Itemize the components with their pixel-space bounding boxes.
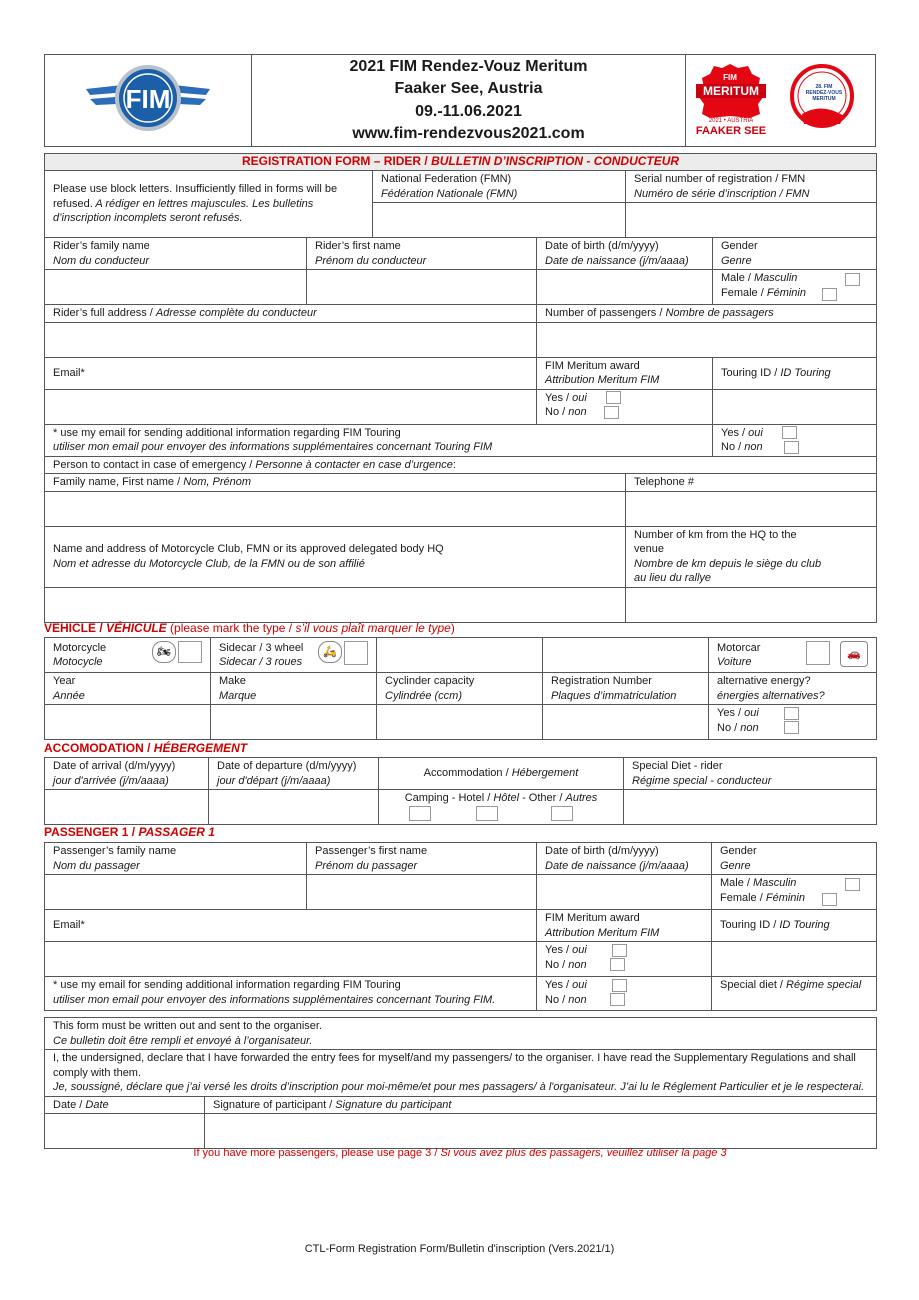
vehicle-cylinder-field[interactable] xyxy=(377,705,543,740)
vehicle-make-label: Make Marque xyxy=(211,673,377,705)
vehicle-registration-label: Registration Number Plaques d’immatriculation xyxy=(543,673,709,705)
date-field[interactable] xyxy=(45,1114,205,1149)
rider-diet-field[interactable] xyxy=(624,790,877,825)
svg-text:FIM: FIM xyxy=(723,73,737,83)
emergency-name-label: Family name, First name / Nom, Prénom xyxy=(45,474,626,492)
rider-meritum-yes-checkbox[interactable] xyxy=(606,391,621,404)
passenger-first-name-label: Passenger’s first name Prénom du passager xyxy=(307,843,537,875)
passenger-consent-yes-checkbox[interactable] xyxy=(612,979,627,992)
fim-logo-icon xyxy=(78,63,218,133)
form-title: REGISTRATION FORM – RIDER / BULLETIN D’INSCRIPTION - CONDUCTEUR xyxy=(45,154,877,171)
passengers-count-field[interactable] xyxy=(537,322,877,357)
event-title: 2021 FIM Rendez-Vouz Meritum xyxy=(349,57,588,75)
vehicle-registration-field[interactable] xyxy=(543,705,709,740)
rider-gender-options: Male / Masculin Female / Féminin xyxy=(713,270,877,305)
vehicle-heading: VEHICLE / VÉHICULE (please mark the type / s’il vous plaît marquer le type) xyxy=(44,621,455,635)
emergency-telephone-label: Telephone # xyxy=(626,474,877,492)
passenger-diet-label[interactable]: Special diet / Régime special xyxy=(712,977,877,1011)
rider-first-name-label: Rider’s first name Prénom du conducteur xyxy=(307,238,537,270)
alt-energy-yes-checkbox[interactable] xyxy=(784,707,799,720)
sidecar-icon: 🛵 xyxy=(318,641,342,663)
male-checkbox[interactable] xyxy=(845,273,860,286)
signature-field[interactable] xyxy=(205,1114,877,1149)
vehicle-year-label: Year Année xyxy=(45,673,211,705)
rider-consent-no-checkbox[interactable] xyxy=(784,441,799,454)
passenger-meritum-no-checkbox[interactable] xyxy=(610,958,625,971)
rider-diet-label: Special Diet - rider Régime special - conducteur xyxy=(624,758,877,790)
rider-table xyxy=(44,153,877,623)
serial-field[interactable] xyxy=(626,203,877,238)
passenger-meritum-yes-checkbox[interactable] xyxy=(612,944,627,957)
accommodation-heading: ACCOMODATION / HÉBERGEMENT xyxy=(44,741,248,755)
emergency-contact-heading: Person to contact in case of emergency / Personne à contacter en case d’urgence: xyxy=(45,456,877,474)
club-label: Name and address of Motorcycle Club, FMN or its approved delegated body HQ Nom et adresse du Motorcycle Club, de la FMN ou de son affilié xyxy=(45,526,626,587)
vehicle-alt-energy-options: Yes / oui No / non xyxy=(709,705,877,740)
sidecar-checkbox[interactable] xyxy=(344,641,368,665)
female-checkbox[interactable] xyxy=(822,288,837,301)
declaration-table xyxy=(44,1017,877,1149)
rider-address-label: Rider’s full address / Adresse complète du conducteur xyxy=(45,305,537,323)
vehicle-year-field[interactable] xyxy=(45,705,211,740)
passenger-touring-field[interactable] xyxy=(712,942,877,977)
signature-label: Signature of participant / Signature du participant xyxy=(205,1096,877,1114)
date-label: Date / Date xyxy=(45,1096,205,1114)
rider-dob-label: Date of birth (d/m/yyyy) Date de naissance (j/m/aaaa) xyxy=(537,238,713,270)
passenger-gender-options: Male / Masculin Female / Féminin xyxy=(712,875,877,910)
rider-email-consent-label: * use my email for sending additional information regarding FIM Touring utiliser mon email pour envoyer des informations supplémentaires concernant Touring FIM xyxy=(45,424,713,456)
meritum-logo-icon xyxy=(690,56,860,140)
event-dates: 09.-11.06.2021 xyxy=(415,102,522,120)
fim-logo-cell xyxy=(45,55,252,147)
vehicle-empty-cell-1 xyxy=(377,638,543,673)
vehicle-motorcar-option[interactable]: 🚗 Motorcar Voiture xyxy=(709,638,877,673)
passenger-email-label: Email* xyxy=(45,910,537,942)
passenger-male-checkbox[interactable] xyxy=(845,878,860,891)
page-footer: CTL-Form Registration Form/Bulletin d'inscription (Vers.2021/1) xyxy=(304,1243,615,1255)
accommodation-table xyxy=(44,757,877,825)
passenger-meritum-options: Yes / oui No / non xyxy=(537,942,712,977)
passenger-email-field[interactable] xyxy=(45,942,537,977)
vehicle-cylinder-label: Cyclinder capacity Cylindrée (ccm) xyxy=(377,673,543,705)
accommodation-type-label: Accommodation / Hébergement xyxy=(379,758,624,790)
passenger-family-name-field[interactable] xyxy=(45,875,307,910)
rider-touring-field[interactable] xyxy=(713,389,877,424)
passengers-count-label: Number of passengers / Nombre de passagers xyxy=(537,305,877,323)
rider-family-name-label: Rider’s family name Nom du conducteur xyxy=(45,238,307,270)
rider-touring-label: Touring ID / ID Touring xyxy=(713,357,877,389)
svg-text:RENDEZ-VOUS: RENDEZ-VOUS xyxy=(805,90,843,97)
passenger-consent-no-checkbox[interactable] xyxy=(610,993,625,1006)
motorcar-checkbox[interactable] xyxy=(806,641,830,665)
serial-label: Serial number of registration / FMN Numéro de série d’inscription / FMN xyxy=(626,171,877,203)
passenger-touring-label: Touring ID / ID Touring xyxy=(712,910,877,942)
rider-meritum-label: FIM Meritum award Attribution Meritum FIM xyxy=(537,357,713,389)
passenger-meritum-label: FIM Meritum award Attribution Meritum FIM xyxy=(537,910,712,942)
rider-email-field[interactable] xyxy=(45,389,537,424)
arrival-date-field[interactable] xyxy=(45,790,209,825)
motorcycle-icon: 🏍 xyxy=(152,641,176,663)
meritum-logos-cell xyxy=(686,55,876,147)
rider-first-name-field[interactable] xyxy=(307,270,537,305)
passenger-email-consent-options: Yes / oui No / non xyxy=(537,977,712,1011)
svg-text:FAAKER SEE: FAAKER SEE xyxy=(695,125,767,138)
vehicle-motorcycle-option[interactable]: 🏍 Motorcycle Motocycle xyxy=(45,638,211,673)
event-title-cell xyxy=(252,55,686,147)
accommodation-type-options: Camping - Hotel / Hôtel - Other / Autres xyxy=(379,790,624,825)
departure-date-label: Date of departure (d/m/yyyy) jour d'départ (j/m/aaaa) xyxy=(209,758,379,790)
car-icon: 🚗 xyxy=(840,641,868,667)
vehicle-table xyxy=(44,637,877,740)
passenger-email-consent-label: * use my email for sending additional information regarding FIM Touring utiliser mon email pour envoyer des informations supplémentaires concernant Touring FIM. xyxy=(45,977,537,1011)
federation-field[interactable] xyxy=(373,203,626,238)
passenger-gender-label: Gender Genre xyxy=(712,843,877,875)
rider-address-field[interactable] xyxy=(45,322,537,357)
block-letters-note: Please use block letters. Insufficiently filled in forms will be refused. A rédiger en lettres majuscules. Les bulletins d’inscription incomplets seront refusés. xyxy=(45,171,373,238)
passenger-heading: PASSENGER 1 / PASSAGER 1 xyxy=(44,825,215,839)
other-checkbox[interactable] xyxy=(551,806,573,821)
passenger-table xyxy=(44,842,877,1011)
event-location: Faaker See, Austria xyxy=(394,80,543,97)
camping-checkbox[interactable] xyxy=(409,806,431,821)
declaration-text: I, the undersigned, declare that I have forwarded the entry fees for myself/and my passengers/ to the organiser. I have read the Supplementary Regulations and shall comply with them. Je, soussigné, déclare que j’ai versé les droits d’inscription pour moi-même/et pour mes passagers/ à l'organisateur. J’ai lu le Réglement Particulier et je le respecterai. xyxy=(45,1050,877,1097)
send-instructions: This form must be written out and sent to the organiser. Ce bulletin doit être rempli et envoyé à l’organisateur. xyxy=(45,1018,877,1050)
vehicle-sidecar-option[interactable]: 🛵 Sidecar / 3 wheel Sidecar / 3 roues xyxy=(211,638,377,673)
rider-gender-label: Gender Genre xyxy=(713,238,877,270)
vehicle-empty-cell-2 xyxy=(543,638,709,673)
event-website: www.fim-rendezvous2021.com xyxy=(352,125,585,142)
vehicle-make-field[interactable] xyxy=(211,705,377,740)
passenger-female-checkbox[interactable] xyxy=(822,893,837,906)
passenger-dob-field[interactable] xyxy=(537,875,712,910)
passenger-dob-label: Date of birth (d/m/yyyy) Date de naissance (j/m/aaaa) xyxy=(537,843,712,875)
alt-energy-no-checkbox[interactable] xyxy=(784,721,799,734)
passenger-family-name-label: Passenger’s family name Nom du passager xyxy=(45,843,307,875)
km-label: Number of km from the HQ to the venue Nombre de km depuis le siège du club au lieu du rallye xyxy=(626,526,877,587)
vehicle-alt-energy-label: alternative energy? énergies alternatives? xyxy=(709,673,877,705)
rider-email-consent-options: Yes / oui No / non xyxy=(713,424,877,456)
rider-email-label: Email* xyxy=(45,357,537,389)
svg-text:MERITUM: MERITUM xyxy=(703,84,759,99)
rider-consent-yes-checkbox[interactable] xyxy=(782,426,797,439)
emergency-telephone-field[interactable] xyxy=(626,491,877,526)
hotel-checkbox[interactable] xyxy=(476,806,498,821)
motorcycle-checkbox[interactable] xyxy=(178,641,202,663)
arrival-date-label: Date of arrival (d/m/yyyy) jour d'arrivée (j/m/aaaa) xyxy=(45,758,209,790)
rider-dob-field[interactable] xyxy=(537,270,713,305)
svg-text:28. FIM: 28. FIM xyxy=(815,84,833,91)
departure-date-field[interactable] xyxy=(209,790,379,825)
emergency-name-field[interactable] xyxy=(45,491,626,526)
federation-label: National Federation (FMN) Fédération Nationale (FMN) xyxy=(373,171,626,203)
svg-text:MERITUM: MERITUM xyxy=(812,96,836,103)
club-field[interactable] xyxy=(45,587,626,622)
km-field[interactable] xyxy=(626,587,877,622)
svg-text:2021 • AUSTRIA: 2021 • AUSTRIA xyxy=(708,118,754,125)
more-passengers-note: If you have more passengers, please use page 3 / Si vous avez plus des passagers, veuillez utiliser la page 3 xyxy=(193,1147,727,1159)
rider-meritum-options: Yes / oui No / non xyxy=(537,389,713,424)
fim-logo-label: FIM xyxy=(125,84,171,115)
passenger-first-name-field[interactable] xyxy=(307,875,537,910)
rider-meritum-no-checkbox[interactable] xyxy=(604,406,619,419)
header-table xyxy=(44,54,876,147)
rider-family-name-field[interactable] xyxy=(45,270,307,305)
